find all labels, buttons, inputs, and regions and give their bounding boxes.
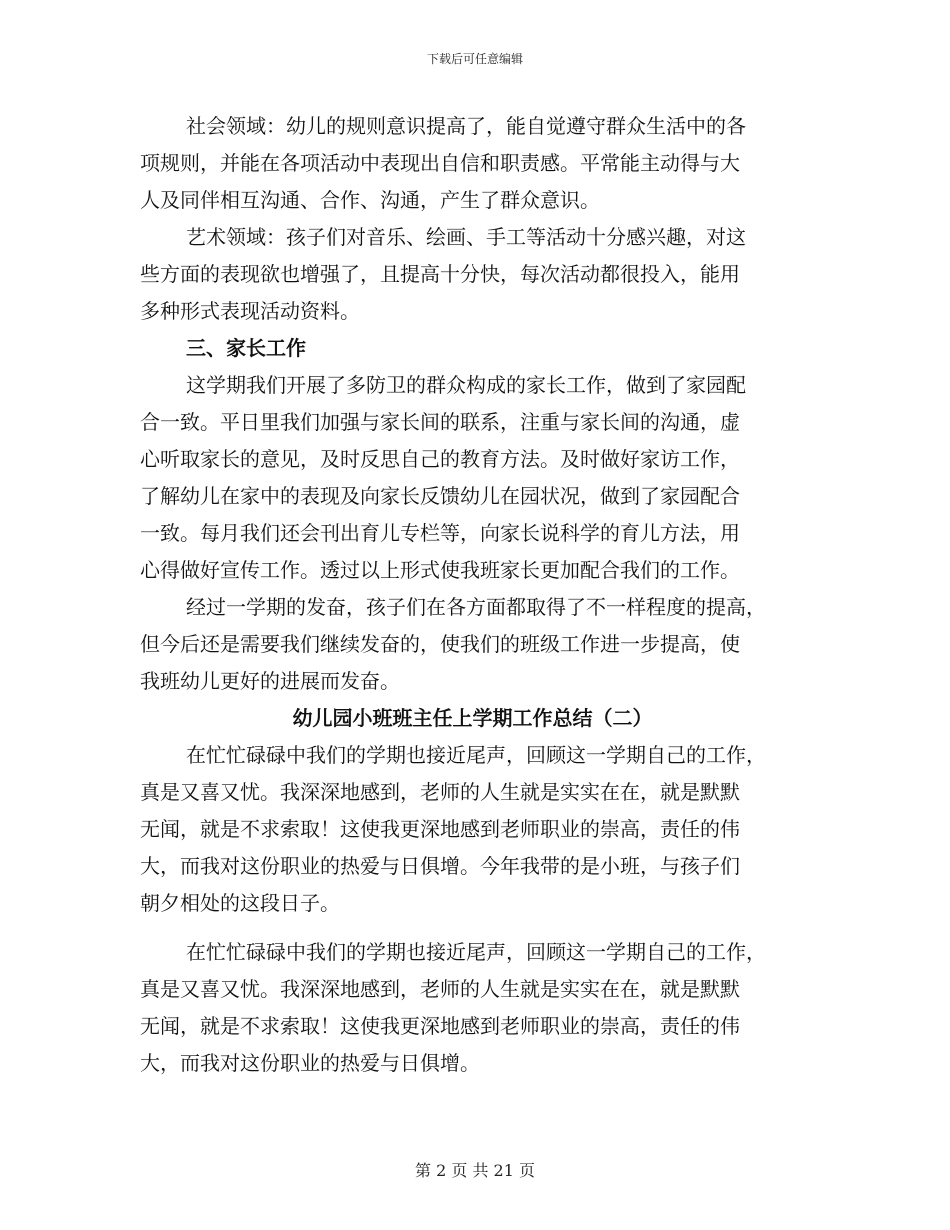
paragraph-summary-b-line-2: 真是又喜又忧。我深深地感到，老师的人生就是实实在在，就是默默 — [140, 977, 740, 1001]
paragraph-parent-line-5: 一致。每月我们还会刊出育儿专栏等，向家长说科学的育儿方法，用 — [140, 521, 740, 545]
paragraph-social-line-2: 项规则，并能在各项活动中表现出自信和职责感。平常能主动得与大 — [140, 151, 740, 175]
section-heading-parent-work: 三、家长工作 — [186, 336, 306, 360]
section-title-summary-two: 幼儿园小班班主任上学期工作总结（二） — [292, 706, 653, 730]
page-header-note: 下载后可任意编辑 — [426, 52, 523, 66]
paragraph-summary-a-line-5: 朝夕相处的这段日子。 — [140, 891, 340, 915]
paragraph-summary-a-line-3: 无闻，就是不求索取！这使我更深地感到老师职业的崇高，责任的伟 — [140, 817, 740, 841]
paragraph-summary-a-line-2: 真是又喜又忧。我深深地感到，老师的人生就是实实在在，就是默默 — [140, 780, 740, 804]
paragraph-summary-a-line-4: 大，而我对这份职业的热爱与日俱增。今年我带的是小班，与孩子们 — [140, 854, 740, 878]
paragraph-gap — [140, 922, 805, 934]
paragraph-summary-b-line-4: 大，而我对这份职业的热爱与日俱增。 — [140, 1051, 480, 1075]
page-number-footer: 第 2 页 共 21 页 — [415, 1161, 535, 1180]
paragraph-art-line-3: 多种形式表现活动资料。 — [140, 299, 360, 323]
paragraph-summary-b-line-3: 无闻，就是不求索取！这使我更深地感到老师职业的崇高，责任的伟 — [140, 1014, 740, 1038]
document-body — [140, 108, 805, 1082]
paragraph-summary-a-line-1: 在忙忙碌碌中我们的学期也接近尾声，回顾这一学期自己的工作， — [186, 743, 766, 767]
paragraph-summary-b-line-1: 在忙忙碌碌中我们的学期也接近尾声，回顾这一学期自己的工作， — [186, 940, 766, 964]
paragraph-social-line-3: 人及同伴相互沟通、合作、沟通，产生了群众意识。 — [140, 188, 600, 212]
paragraph-art-line-1: 艺术领域：孩子们对音乐、绘画、手工等活动十分感兴趣，对这 — [186, 225, 746, 249]
paragraph-parent-line-4: 了解幼儿在家中的表现及向家长反馈幼儿在园状况，做到了家园配合 — [140, 484, 740, 508]
paragraph-conclusion-line-1: 经过一学期的发奋，孩子们在各方面都取得了不一样程度的提高， — [186, 595, 766, 619]
paragraph-parent-line-6: 心得做好宣传工作。透过以上形式使我班家长更加配合我们的工作。 — [140, 558, 740, 582]
paragraph-parent-line-2: 合一致。平日里我们加强与家长间的联系，注重与家长间的沟通，虚 — [140, 410, 740, 434]
paragraph-conclusion-line-2: 但今后还是需要我们继续发奋的，使我们的班级工作进一步提高，使 — [140, 632, 740, 656]
paragraph-social-line-1: 社会领域：幼儿的规则意识提高了，能自觉遵守群众生活中的各 — [186, 114, 746, 138]
paragraph-parent-line-3: 心听取家长的意见，及时反思自己的教育方法。及时做好家访工作， — [140, 447, 740, 471]
paragraph-conclusion-line-3: 我班幼儿更好的进展而发奋。 — [140, 669, 400, 693]
paragraph-art-line-2: 些方面的表现欲也增强了，且提高十分快，每次活动都很投入，能用 — [140, 262, 740, 286]
paragraph-parent-line-1: 这学期我们开展了多防卫的群众构成的家长工作，做到了家园配 — [186, 373, 746, 397]
